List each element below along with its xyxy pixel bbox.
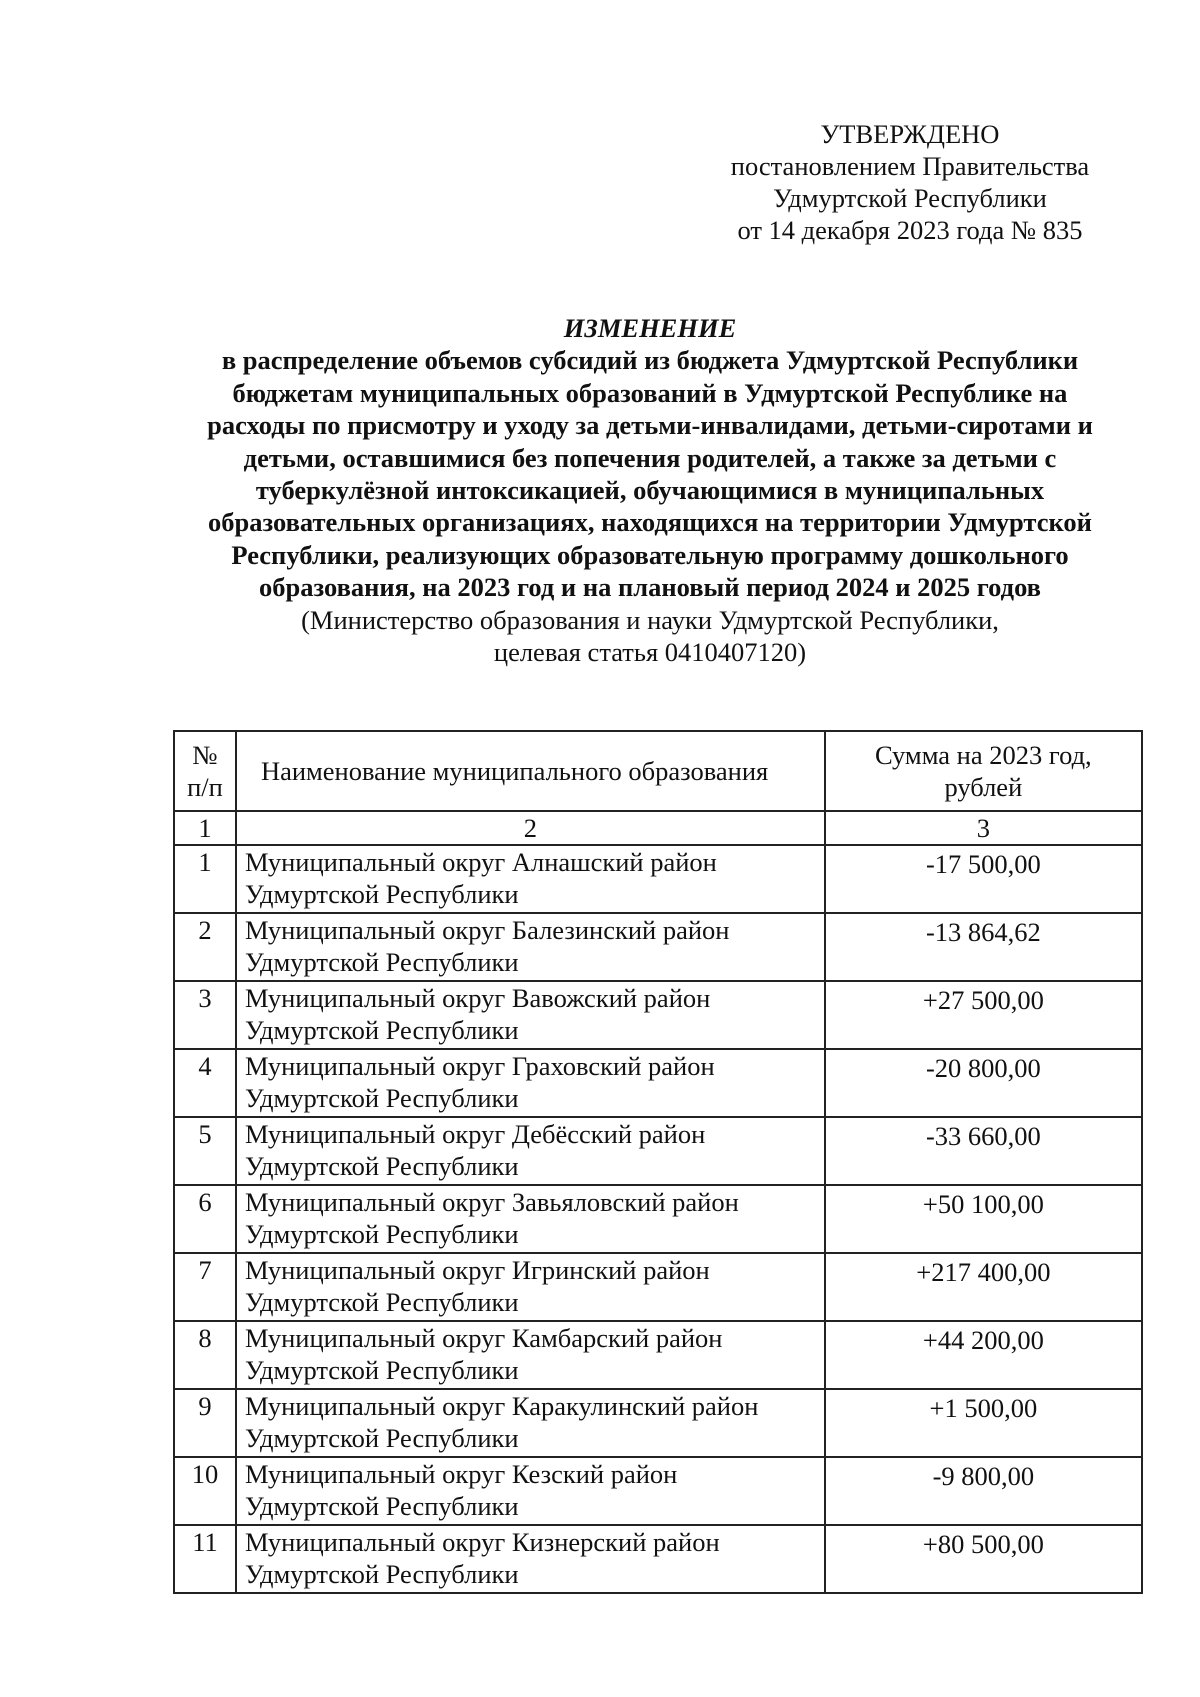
municipality-region: Удмуртской Республики — [244, 1015, 519, 1045]
row-municipality — [236, 981, 825, 1049]
row-municipality — [236, 1389, 825, 1457]
row-number: 7 — [174, 1253, 236, 1321]
table-row — [174, 1253, 1142, 1321]
municipality-name: Муниципальный округ Балезинский район — [244, 915, 730, 945]
row-number: 4 — [174, 1049, 236, 1117]
municipality-name: Муниципальный округ Игринский район — [244, 1255, 710, 1285]
title-note-article: целевая статья 0410407120) — [493, 637, 807, 668]
header-amount-year: Сумма на 2023 год, — [875, 740, 1092, 770]
title-subject — [150, 344, 1150, 603]
row-municipality — [236, 1321, 825, 1389]
column-number: 1 — [174, 811, 236, 845]
header-number — [174, 731, 236, 811]
table-row — [174, 981, 1142, 1049]
municipality-name: Муниципальный округ Алнашский район — [244, 847, 717, 877]
row-amount: -20 800,00 — [825, 1049, 1142, 1117]
row-number: 1 — [174, 845, 236, 913]
title-subject-line: образовательных организациях, находящихся на территории Удмуртской — [208, 507, 1092, 538]
column-number-row — [174, 811, 1142, 845]
column-number: 2 — [236, 811, 825, 845]
table-row — [174, 1525, 1142, 1593]
municipality-region: Удмуртской Республики — [244, 1083, 519, 1113]
row-municipality — [236, 913, 825, 981]
row-amount: -17 500,00 — [825, 845, 1142, 913]
row-amount: -13 864,62 — [825, 913, 1142, 981]
approval-title: УТВЕРЖДЕНО — [820, 119, 1000, 149]
title-subject-line: в распределение объемов субсидий из бюджета Удмуртской Республики — [221, 345, 1079, 376]
approval-resolution: постановлением Правительства — [730, 151, 1090, 181]
table-row — [174, 1185, 1142, 1253]
row-municipality — [236, 1457, 825, 1525]
municipality-region: Удмуртской Республики — [244, 1151, 519, 1181]
table-row — [174, 1049, 1142, 1117]
row-amount: +44 200,00 — [825, 1321, 1142, 1389]
row-amount: +1 500,00 — [825, 1389, 1142, 1457]
header-number-abbrev: п/п — [187, 772, 223, 802]
table-row — [174, 1389, 1142, 1457]
municipality-region: Удмуртской Республики — [244, 879, 519, 909]
title-subject-line: Республики, реализующих образовательную программу дошкольного — [231, 539, 1069, 570]
title-subject-line: расходы по присмотру и уходу за детьми-инвалидами, детьми-сиротами и — [207, 410, 1093, 441]
row-number: 3 — [174, 981, 236, 1049]
title-subject-line: туберкулёзной интоксикацией, обучающимися в муниципальных — [255, 475, 1045, 506]
row-amount: -9 800,00 — [825, 1457, 1142, 1525]
municipality-region: Удмуртской Республики — [244, 1423, 519, 1453]
table-row — [174, 1457, 1142, 1525]
title-subject-line: образования, на 2023 год и на плановый период 2024 и 2025 годов — [259, 572, 1041, 603]
municipality-region: Удмуртской Республики — [244, 947, 519, 977]
document-title — [150, 312, 1150, 668]
table-row — [174, 1321, 1142, 1389]
header-amount-unit: рублей — [944, 772, 1023, 802]
row-number: 6 — [174, 1185, 236, 1253]
title-subject-line: бюджетам муниципальных образований в Удмуртской Республике на — [232, 377, 1068, 408]
municipality-name: Муниципальный округ Кизнерский район — [244, 1527, 720, 1557]
table-header-row — [174, 731, 1142, 811]
row-amount: +217 400,00 — [825, 1253, 1142, 1321]
row-amount: -33 660,00 — [825, 1117, 1142, 1185]
title-note — [150, 604, 1150, 669]
title-note-ministry: (Министерство образования и науки Удмуртской Республики, — [301, 604, 999, 635]
header-name: Наименование муниципального образования — [236, 731, 825, 811]
row-number: 11 — [174, 1525, 236, 1593]
approval-stamp — [700, 118, 1120, 246]
header-amount — [825, 731, 1142, 811]
row-amount: +50 100,00 — [825, 1185, 1142, 1253]
row-municipality — [236, 1525, 825, 1593]
row-municipality — [236, 1117, 825, 1185]
title-subject-line: детьми, оставшимися без попечения родителей, а также за детьми с — [243, 442, 1057, 473]
municipality-region: Удмуртской Республики — [244, 1491, 519, 1521]
row-municipality — [236, 1049, 825, 1117]
approval-authority: Удмуртской Республики — [773, 183, 1047, 213]
row-municipality — [236, 1253, 825, 1321]
row-amount: +80 500,00 — [825, 1525, 1142, 1593]
allocation-table — [173, 730, 1143, 1594]
municipality-region: Удмуртской Республики — [244, 1287, 519, 1317]
municipality-region: Удмуртской Республики — [244, 1219, 519, 1249]
municipality-name: Муниципальный округ Каракулинский район — [244, 1391, 759, 1421]
municipality-name: Муниципальный округ Камбарский район — [244, 1323, 723, 1353]
row-amount: +27 500,00 — [825, 981, 1142, 1049]
municipality-name: Муниципальный округ Кезский район — [244, 1459, 678, 1489]
row-municipality — [236, 845, 825, 913]
approval-date-number: от 14 декабря 2023 года № 835 — [737, 215, 1083, 245]
header-number-sign: № — [192, 740, 218, 770]
column-number: 3 — [825, 811, 1142, 845]
row-number: 8 — [174, 1321, 236, 1389]
row-municipality — [236, 1185, 825, 1253]
title-heading: ИЗМЕНЕНИЕ — [563, 313, 737, 343]
municipality-region: Удмуртской Республики — [244, 1559, 519, 1589]
table-row — [174, 913, 1142, 981]
table-row — [174, 845, 1142, 913]
row-number: 10 — [174, 1457, 236, 1525]
table-row — [174, 1117, 1142, 1185]
municipality-name: Муниципальный округ Дебёсский район — [244, 1119, 706, 1149]
row-number: 2 — [174, 913, 236, 981]
municipality-region: Удмуртской Республики — [244, 1355, 519, 1385]
row-number: 5 — [174, 1117, 236, 1185]
municipality-name: Муниципальный округ Завьяловский район — [244, 1187, 739, 1217]
row-number: 9 — [174, 1389, 236, 1457]
municipality-name: Муниципальный округ Вавожский район — [244, 983, 711, 1013]
municipality-name: Муниципальный округ Граховский район — [244, 1051, 715, 1081]
